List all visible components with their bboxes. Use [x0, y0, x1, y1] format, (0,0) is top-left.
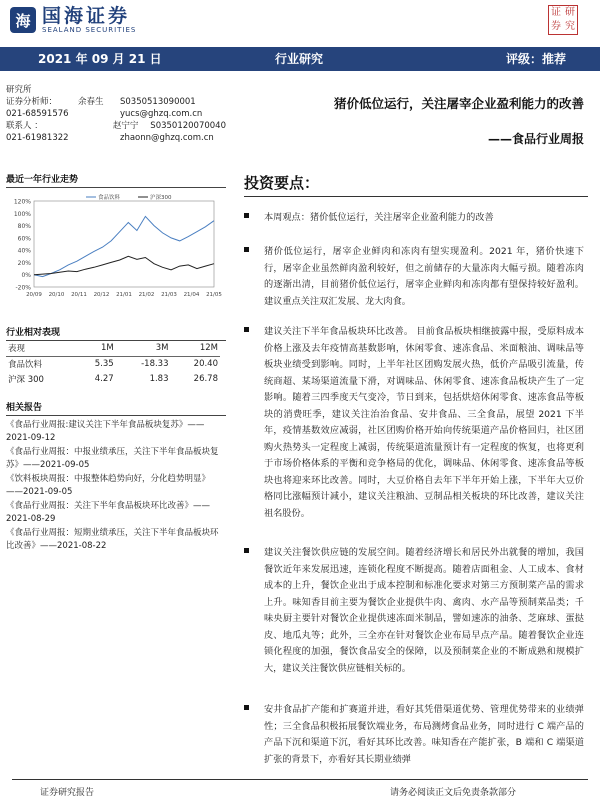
invest-bullet: 建议关注下半年食品板块环比改善。 目前食品板块相继披露中报，受原料成本价格上涨及去年疫情高基数影响，休闲零食、速冻食品、米面粮油、调味品等板块业绩受到影响。同时，上半年社区团购发展火热，低价产品吸引流量，传统商超、某场渠道流量下滑，对调味品、休闲零食、速冻食品板块产生了一定影响。随着三四季度天气变冷，节日到来，包括烘焙休闲零食、速冻食品等板块的消费旺季，建议关注治治食品、安井食品、三全食品，展望 2021 下半年，疫情基数效应减弱，社区团购价格开始向传统渠道产品价格回归，社区团购火热势头一定程度上减弱，传统渠道流量预计有一定程度的恢复，也将更利于市场价格体系的平衡和竞争格局的优化，调味品、休闲零食、速冻食品等板块也将迎来环比改善。同时，大豆价格自去年下半年开始上涨，下半年大豆价格同比涨幅预计减小，建议关注粮油、豆制品相关板块的环比改善，建议关注祖名股份。	[244, 324, 584, 522]
invest-bullet: 安井食品扩产能和扩赛道并进，看好其凭借渠道优势、管理优势带来的业绩弹性；三全食品积极拓展餐饮端业务，布局测烤食品业务，同时进行 C 端产品的产品下沉和渠道下沉，看好其环比改善。味知香在产能扩张，B 端和 C 端渠道扩张的背景下，亦看好其长期业绩弹	[244, 702, 584, 768]
contact-phone: 021-61981322	[6, 133, 69, 143]
analyst-label: 证券分析师：	[6, 97, 58, 107]
related-report-item[interactable]: 《饮料板块周报：中报整体趋势向好，分化趋势明显》——2021-09-05	[6, 474, 211, 497]
contact-name: 赵宁宁	[112, 121, 139, 131]
invest-bullet: 本周观点：猪价低位运行，关注屠宰企业盈利能力的改善	[244, 210, 584, 227]
analyst-name: 余春生	[78, 97, 104, 107]
perf-heading: 行业相对表现	[6, 325, 226, 341]
report-subtitle: ——食品行业周报	[487, 132, 584, 146]
trend-heading: 最近一年行业走势	[6, 172, 226, 188]
contact-label: 联系人 ：	[6, 121, 43, 131]
bullet-square-icon	[244, 247, 249, 252]
footer-divider	[12, 779, 588, 780]
x-tick-label: 20/09	[26, 292, 42, 298]
invest-bullet: 建议关注餐饮供应链的发展空间。随着经济增长和居民外出就餐的增加，我国餐饮近年来发展迅速，连锁化程度不断提高。随着店面租金、人工成本、食材成本的上升，餐饮企业出于成本控制和标准化要求对第三方预制菜产品的需求上升。味知香目前主要为餐饮企业提供牛肉、禽肉、水产品等预制菜品类；千味央厨主要针对餐饮企业提供速冻面米制品，譬如速冻的油条、芝麻球、蛋挞皮、地瓜丸等；此外，三全亦在针对餐饮企业布局早点产品。随着餐饮企业连锁化程度的加强，餐饮食品安全的保障，以及预制菜企业的不断成熟和规模扩大，建议关注餐饮供应链相关标的。	[244, 545, 584, 677]
y-tick-label: 100%	[13, 210, 31, 218]
perf-col-label: 表现	[8, 344, 26, 355]
report-date: 2021 年 09 月 21 日	[38, 52, 162, 66]
logo-mark-icon: 海	[10, 7, 36, 33]
x-tick-label: 21/03	[161, 292, 177, 298]
y-tick-label: 40%	[17, 247, 31, 255]
research-heading: 研究所	[6, 85, 32, 95]
analyst-block	[6, 84, 226, 144]
analyst-cert: S0350513090001	[120, 97, 196, 107]
related-report-item[interactable]: 《食品行业周报:建议关注下半年食品板块复苏》——2021-09-12	[6, 420, 205, 443]
series-line-1	[34, 256, 214, 274]
contact-cert: S0350120070040	[150, 121, 226, 131]
perf-col-12m: 12M	[199, 343, 218, 354]
y-tick-label: 60%	[17, 235, 31, 243]
left-column	[6, 84, 226, 554]
footer-right: 请务必阅读正文后免责条款部分	[390, 788, 517, 798]
page-header	[0, 0, 600, 44]
bullet-square-icon	[244, 548, 249, 553]
related-reports	[6, 400, 226, 553]
company-logo	[10, 6, 136, 34]
y-tick-label: 0%	[21, 272, 31, 280]
legend-label: 沪深300	[150, 195, 172, 201]
perf-header-row	[6, 341, 220, 356]
bullet-square-icon	[244, 327, 249, 332]
chart-frame	[34, 201, 214, 287]
report-title: 猪价低位运行，关注屠宰企业盈利能力的改善	[333, 96, 584, 111]
x-tick-label: 21/01	[116, 292, 132, 298]
y-tick-label: 80%	[17, 223, 31, 231]
x-tick-label: 21/02	[138, 292, 155, 298]
contact-email[interactable]: zhaonn@ghzq.com.cn	[120, 133, 214, 143]
x-tick-label: 20/10	[48, 292, 65, 298]
invest-heading: 投资要点：	[244, 174, 320, 192]
x-tick-label: 21/05	[206, 292, 222, 298]
y-tick-label: -20%	[15, 284, 31, 292]
report-rating: 评级：推荐	[506, 52, 567, 66]
analyst-email[interactable]: yucs@ghzq.com.cn	[120, 109, 203, 119]
logo-cn-text: 国海证券	[42, 5, 131, 27]
institute-seal-icon: 证 研 券 究	[548, 5, 578, 35]
analyst-phone: 021-68591576	[6, 109, 69, 119]
related-report-item[interactable]: 《食品行业周报：短期业绩承压，关注下半年食品板块环比改善》——2021-08-22	[6, 528, 219, 551]
bullet-square-icon	[244, 213, 249, 218]
perf-row: 食品饮料 5.35 -18.33 20.40	[8, 358, 218, 370]
related-heading: 相关报告	[6, 400, 226, 416]
x-tick-label: 20/11	[71, 292, 87, 298]
x-tick-label: 20/12	[93, 292, 110, 298]
footer-left: 证券研究报告	[40, 788, 95, 798]
perf-row: 沪深 300 4.27 1.83 26.78	[8, 373, 218, 385]
bullet-square-icon	[244, 705, 249, 710]
series-line-0	[34, 216, 214, 276]
perf-table	[6, 341, 220, 386]
x-tick-label: 21/04	[183, 292, 200, 298]
divider	[244, 196, 588, 197]
perf-section	[6, 325, 226, 386]
industry-trend-chart	[6, 191, 220, 301]
perf-col-3m: 3M	[155, 343, 169, 354]
related-report-item[interactable]: 《食品行业周报：中报业绩承压，关注下半年食品板块复苏》——2021-09-05	[6, 447, 219, 470]
legend-label: 食品饮料	[98, 195, 121, 201]
invest-bullet: 猪价低位运行，屠宰企业鲜肉和冻肉有望实现盈利。2021 年，猪价快速下行，屠宰企业虽然鲜肉盈利较好，但之前储存的大量冻肉大幅亏损。随着冻肉的逐渐出清，目前猪价低位运行，屠宰企业鲜肉和冻肉都有望保持较好盈利。建议重点关注双汇发展、龙大肉食。	[244, 244, 584, 310]
y-tick-label: 20%	[17, 259, 31, 267]
report-info-band	[0, 47, 600, 71]
logo-en-text: SEALAND SECURITIES	[42, 26, 137, 34]
y-tick-label: 120%	[13, 198, 31, 206]
perf-col-1m: 1M	[100, 343, 114, 354]
related-report-item[interactable]: 《食品行业周报：关注下半年食品板块环比改善》——2021-08-29	[6, 501, 211, 524]
report-type: 行业研究	[275, 52, 324, 66]
